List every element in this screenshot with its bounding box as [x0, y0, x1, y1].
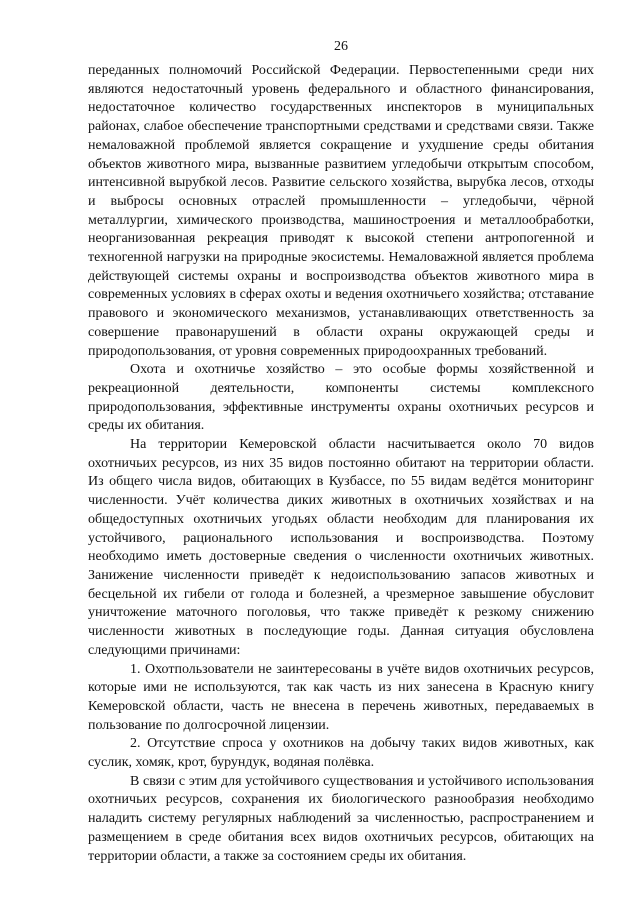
list-item-reason-2: 2. Отсутствие спроса у охотников на добычу таких видов животных, как суслик, хомяк, крот, бурундук, водяная полёвка.	[88, 736, 594, 771]
paragraph-conclusion: В связи с этим для устойчивого существования и устойчивого использования охотничьих ресурсов, сохранения их биологического разнообразия необходимо наладить систему регулярных наблюдений за численностью, распространением и размещением в среде обитания всех видов охотничьих ресурсов, обитающих на территории области, а также за состоянием среды их обитания.	[88, 773, 594, 864]
paragraph-hunting-definition: Охота и охотничье хозяйство – это особые формы хозяйственной и рекреационной деятельности, компоненты системы комплексного природопользования, эффективные инструменты охраны охотничьих ресурсов и среды их обитания.	[88, 362, 594, 434]
page-number: 26	[334, 39, 348, 54]
list-item-reason-1: 1. Охотпользователи не заинтересованы в учёте видов охотничьих ресурсов, которые ими не используются, так как часть из них занесена в Красную книгу Кемеровской области, часть не внесена в перечень животных, передаваемых в пользование по долгосрочной лицензии.	[88, 661, 594, 733]
paragraph-species-count: На территории Кемеровской области насчитывается около 70 видов охотничьих ресурсов, из них 35 видов постоянно обитают на территории области. Из общего числа видов, обитающих в Кузбассе, по 55 видам ведётся мониторинг численности. Учёт количества диких животных в охотничьих хозяйствах и на общедоступных охотничьих угодьях области необходим для планирования их устойчивого, рационального использования и воспроизводства. Поэтому необходимо иметь достоверные сведения о численности охотничьих животных. Занижение численности приведёт к недоиспользованию запасов животных и бесцельной их гибели от голода и болезней, а чрезмерное завышение обусловит уничтожение маточного поголовья, что также приведёт к резкому снижению численности животных в последующие годы. Данная ситуация обусловлена следующими причинами:	[88, 437, 594, 658]
paragraph-problems: переданных полномочий Российской Федерации. Первостепенными среди них являются недостаточный уровень федерального и областного финансирования, недостаточное количество государственных инспекторов в муниципальных районах, слабое обеспечение транспортными средствами и средствами связи. Также немаловажной проблемой является сокращение и ухудшение среды обитания объектов животного мира, вызванные развитием угледобычи открытым способом, интенсивной вырубкой лесов. Развитие сельского хозяйства, вырубка лесов, отходы и выбросы основных отраслей промышленности – угледобычи, чёрной металлургии, химического производства, машиностроения и металлообработки, неорганизованная рекреация приводят к высокой степени антропогенной и техногенной нагрузки на природные экосистемы. Немаловажной является проблема действующей системы охраны и воспроизводства объектов животного мира в современных условиях в сферах охоты и ведения охотничьего хозяйства; отставание правового и экономического механизмов, устанавливающих ответственность за совершение правонарушений в области охраны окружающей среды и природопользования, от уровня современных природоохранных требований.	[88, 63, 594, 359]
